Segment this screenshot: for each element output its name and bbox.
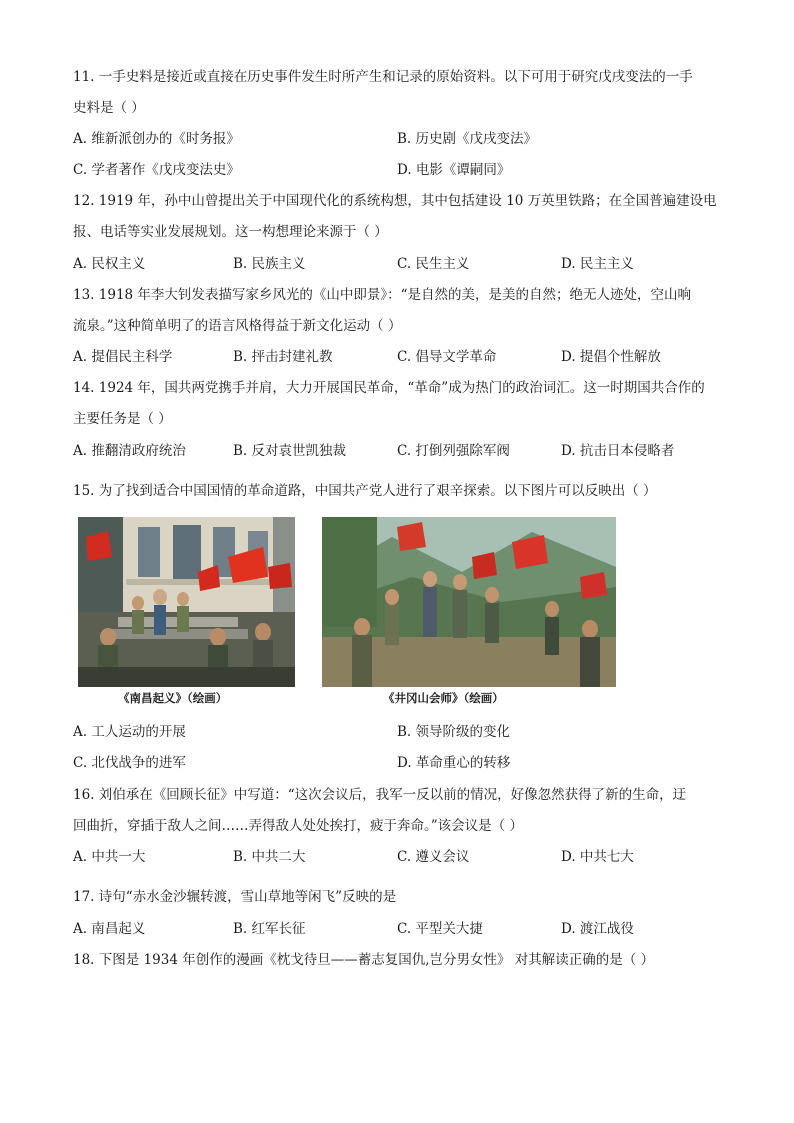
nanchang-uprising-caption: 《南昌起义》（绘画） [118, 691, 228, 705]
q15-option-a[interactable]: A. 工人运动的开展 [73, 724, 186, 740]
q17-option-a[interactable]: A. 南昌起义 [73, 921, 146, 937]
q14-stem-line2: 主要任务是（ ） [73, 411, 172, 427]
q13-option-a[interactable]: A. 提倡民主科学 [73, 349, 173, 365]
q18-stem: 18. 下图是 1934 年创作的漫画《枕戈待旦——蓄志复国仇,岂分男女性》 对其解读正确的是（ ） [73, 952, 655, 968]
q14-option-c[interactable]: C. 打倒列强除军阀 [397, 443, 510, 459]
q13-stem-line1: 13. 1918 年李大钊发表描写家乡风光的《山中即景》：“是自然的美，是美的自然；绝无人迹处，空山响 [73, 287, 692, 303]
q16-option-b[interactable]: B. 中共二大 [233, 849, 306, 865]
q14-option-a[interactable]: A. 推翻清政府统治 [73, 443, 186, 459]
q15-stem: 15. 为了找到适合中国国情的革命道路，中国共产党人进行了艰辛探索。以下图片可以反映出（ ） [73, 483, 657, 499]
q11-option-b[interactable]: B. 历史剧《戊戌变法》 [397, 131, 538, 147]
q14-option-d[interactable]: D. 抗击日本侵略者 [561, 443, 675, 459]
q12-option-a[interactable]: A. 民权主义 [73, 256, 146, 272]
q11-option-a[interactable]: A. 维新派创办的《时务报》 [73, 131, 240, 147]
q15-option-b[interactable]: B. 领导阶级的变化 [397, 724, 511, 740]
q14-option-b[interactable]: B. 反对袁世凯独裁 [233, 443, 347, 459]
q11-option-d[interactable]: D. 电影《谭嗣同》 [397, 162, 511, 178]
q16-option-c[interactable]: C. 遵义会议 [397, 849, 470, 865]
q12-option-c[interactable]: C. 民生主义 [397, 256, 470, 272]
q12-stem-line1: 12. 1919 年，孙中山曾提出关于中国现代化的系统构想，其中包括建设 10 万英里铁路；在全国普遍建设电 [73, 193, 717, 209]
jinggangshan-meeting-painting [322, 517, 616, 687]
q15-option-c[interactable]: C. 北伐战争的进军 [73, 755, 186, 771]
q13-stem-line2: 流泉。”这种简单明了的语言风格得益于新文化运动（ ） [73, 318, 402, 334]
q17-option-d[interactable]: D. 渡江战役 [561, 921, 634, 937]
q17-option-c[interactable]: C. 平型关大捷 [397, 921, 483, 937]
q15-option-d[interactable]: D. 革命重心的转移 [397, 755, 511, 771]
q12-stem-line2: 报、电话等实业发展规划。这一构想理论来源于（ ） [73, 224, 388, 240]
q13-option-d[interactable]: D. 提倡个性解放 [561, 349, 661, 365]
q16-option-a[interactable]: A. 中共一大 [73, 849, 146, 865]
q13-option-b[interactable]: B. 抨击封建礼教 [233, 349, 333, 365]
q17-stem: 17. 诗句“赤水金沙辗转渡，雪山草地等闲飞”反映的是 [73, 889, 397, 905]
q12-option-b[interactable]: B. 民族主义 [233, 256, 306, 272]
q16-stem-line2: 回曲折，穿插于敌人之间……弄得敌人处处挨打，疲于奔命。”该会议是（ ） [73, 818, 523, 834]
q11-stem-line1: 11. 一手史料是接近或直接在历史事件发生时所产生和记录的原始资料。以下可用于研究戊戌变法的一手 [73, 69, 693, 85]
q17-option-b[interactable]: B. 红军长征 [233, 921, 306, 937]
q11-option-c[interactable]: C. 学者著作《戊戌变法史》 [73, 162, 240, 178]
q11-stem-line2: 史料是（ ） [73, 100, 145, 116]
q12-option-d[interactable]: D. 民主主义 [561, 256, 634, 272]
q13-option-c[interactable]: C. 倡导文学革命 [397, 349, 497, 365]
q16-stem-line1: 16. 刘伯承在《回顾长征》中写道：“这次会议后，我军一反以前的情况，好像忽然获得了新的生命，迂 [73, 787, 687, 803]
q16-option-d[interactable]: D. 中共七大 [561, 849, 634, 865]
q14-stem-line1: 14. 1924 年，国共两党携手并肩，大力开展国民革命，“革命”成为热门的政治词汇。这一时期国共合作的 [73, 380, 705, 396]
nanchang-uprising-painting [78, 517, 295, 687]
jinggangshan-meeting-caption: 《井冈山会师》（绘画） [383, 691, 504, 705]
